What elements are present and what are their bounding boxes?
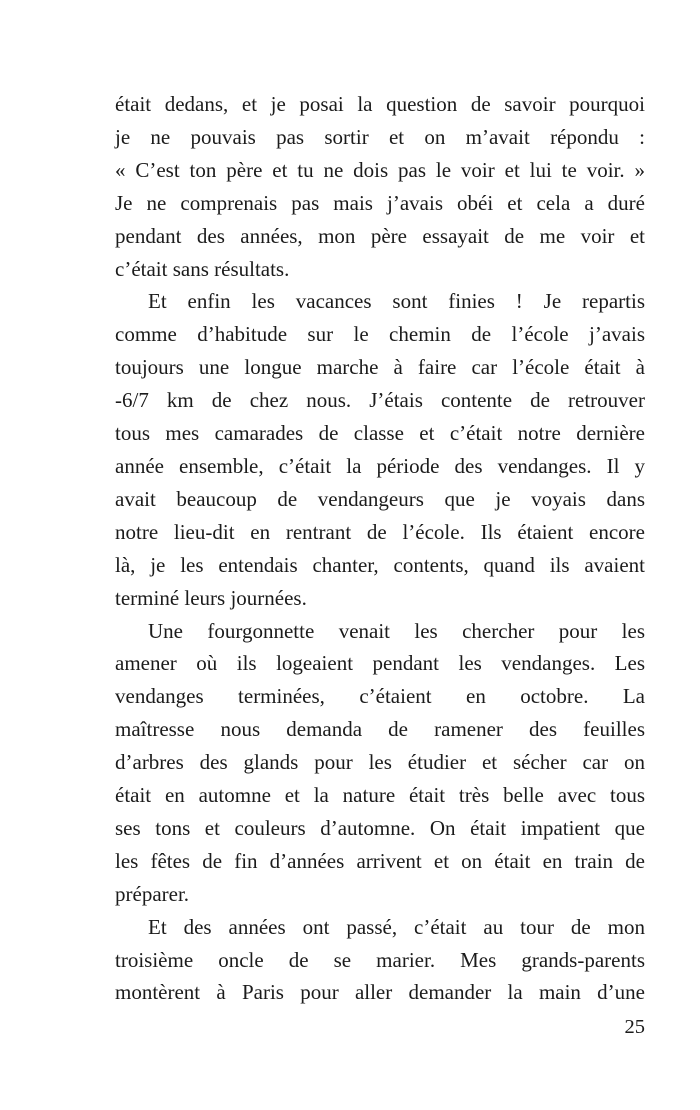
text-line: avait beaucoup de vendangeurs que je voyais dans — [115, 486, 645, 511]
text-line: Je ne comprenais pas mais j’avais obéi et cela a duré — [115, 190, 645, 215]
paragraph — [115, 88, 645, 285]
text-line: pendant des années, mon père essayait de me voir et — [115, 223, 645, 248]
text-line: là, je les entendais chanter, contents, quand ils avaient — [115, 552, 645, 577]
text-line: je ne pouvais pas sortir et on m’avait répondu : — [115, 124, 645, 149]
text-line: Et des années ont passé, c’était au tour de mon — [148, 914, 645, 939]
text-line: notre lieu-dit en rentrant de l’école. Ils étaient encore — [115, 519, 645, 544]
paragraph — [115, 285, 645, 614]
text-line: c’était sans résultats. — [115, 256, 290, 281]
text-line: était en automne et la nature était très belle avec tous — [115, 783, 645, 808]
text-line: comme d’habitude sur le chemin de l’école j’avais — [115, 322, 645, 347]
text-line: tous mes camarades de classe et c’était notre dernière — [115, 421, 645, 446]
text-line: préparer. — [115, 881, 190, 906]
text-line: les fêtes de fin d’années arrivent et on était en train de — [115, 848, 645, 873]
text-line: toujours une longue marche à faire car l’école était à — [115, 355, 645, 380]
page-number: 25 — [624, 1016, 645, 1039]
text-line: troisième oncle de se marier. Mes grands-parents — [115, 947, 645, 972]
text-line: maîtresse nous demanda de ramener des feuilles — [115, 717, 645, 742]
paragraph — [115, 615, 645, 911]
text-line: ses tons et couleurs d’automne. On était impatient que — [115, 815, 645, 840]
paragraph — [115, 911, 645, 1010]
text-line: année ensemble, c’était la période des vendanges. Il y — [115, 453, 645, 478]
text-line: Une fourgonnette venait les chercher pour les — [148, 618, 645, 643]
text-line: -6/7 km de chez nous. J’étais contente de retrouver — [115, 388, 645, 413]
text-line: était dedans, et je posai la question de savoir pourquoi — [115, 92, 645, 116]
text-line: vendanges terminées, c’étaient en octobre. La — [115, 684, 645, 709]
text-line: amener où ils logeaient pendant les vendanges. Les — [115, 651, 645, 676]
text-line: « C’est ton père et tu ne dois pas le voir et lui te voir. » — [115, 157, 645, 182]
text-line: d’arbres des glands pour les étudier et sécher car on — [115, 750, 645, 775]
text-line: Et enfin les vacances sont finies ! Je repartis — [148, 289, 645, 314]
text-line: montèrent à Paris pour aller demander la main d’une — [115, 980, 645, 1005]
text-line: terminé leurs journées. — [115, 585, 307, 610]
